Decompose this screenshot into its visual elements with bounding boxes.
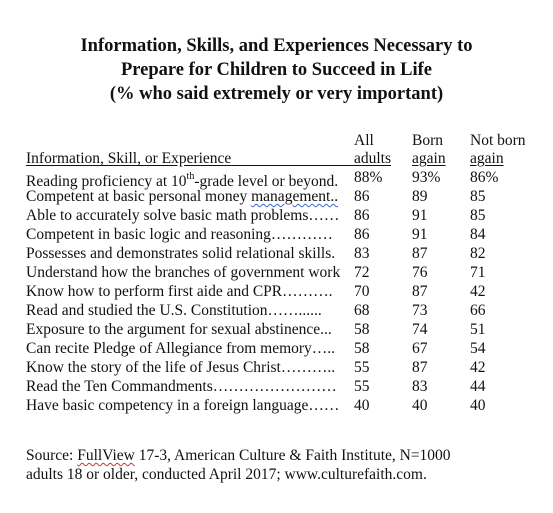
header-not-born-again	[470, 132, 526, 168]
row-all-adults: 86	[354, 207, 370, 224]
row-item: Competent in basic logic and reasoning…………	[26, 226, 333, 243]
row-all-adults: 68	[354, 302, 370, 319]
table-row	[26, 359, 536, 377]
source-note	[26, 446, 451, 484]
row-born-again: 91	[412, 226, 428, 243]
row-not-born-again: 44	[470, 378, 486, 395]
row-not-born-again: 86%	[470, 169, 499, 186]
row-item-text: Reading proficiency at 10	[26, 173, 187, 191]
row-not-born-again: 54	[470, 340, 486, 357]
title-line-2: Prepare for Children to Succeed in Life	[120, 60, 433, 80]
source-line-1-rest: 17-3, American Culture & Faith Institute, N=1000	[134, 447, 451, 464]
row-born-again: 87	[412, 245, 428, 262]
row-all-adults: 86	[354, 188, 370, 205]
row-item-spellcheck-word: management..	[251, 188, 339, 205]
row-born-again: 83	[412, 378, 428, 395]
header-item-label: Information, Skill, or Experience	[26, 150, 232, 167]
table-row	[26, 169, 536, 191]
row-all-adults: 55	[354, 359, 370, 376]
row-not-born-again: 66	[470, 302, 486, 319]
row-not-born-again: 82	[470, 245, 486, 262]
row-item: Know how to perform first aide and CPR……….	[26, 283, 333, 300]
row-item: Have basic competency in a foreign language……	[26, 397, 340, 414]
header-all-adults	[354, 132, 391, 168]
row-item: Exposure to the argument for sexual abstinence...	[26, 321, 332, 338]
title-line-1: Information, Skills, and Experiences Necessary to	[80, 36, 473, 56]
row-all-adults: 86	[354, 226, 370, 243]
row-all-adults: 70	[354, 283, 370, 300]
table-row	[26, 207, 536, 225]
table-row	[26, 302, 536, 320]
row-born-again: 87	[412, 283, 428, 300]
row-item: Possesses and demonstrates solid relational skills.	[26, 245, 336, 262]
row-item: Able to accurately solve basic math problems……	[26, 207, 340, 224]
row-not-born-again: 51	[470, 321, 486, 338]
source-line-1	[26, 446, 451, 465]
header-all-bottom: adults	[354, 150, 392, 167]
table-row	[26, 283, 536, 301]
row-not-born-again: 42	[470, 359, 486, 376]
row-not-born-again: 84	[470, 226, 486, 243]
table-row	[26, 188, 536, 206]
row-not-born-again: 40	[470, 397, 486, 414]
row-born-again: 40	[412, 397, 428, 414]
source-line-2: adults 18 or older, conducted April 2017; www.culturefaith.com.	[26, 466, 427, 483]
row-item-text: Competent at basic personal money	[26, 188, 252, 205]
header-born-again	[412, 132, 446, 168]
row-born-again: 89	[412, 188, 428, 205]
row-all-adults: 72	[354, 264, 370, 281]
row-born-again: 73	[412, 302, 428, 319]
header-born-top: Born	[412, 132, 443, 149]
row-born-again: 91	[412, 207, 428, 224]
row-all-adults: 58	[354, 321, 370, 338]
row-not-born-again: 42	[470, 283, 486, 300]
row-all-adults: 83	[354, 245, 370, 262]
row-born-again: 67	[412, 340, 428, 357]
row-born-again: 74	[412, 321, 428, 338]
header-all-top: All	[354, 132, 374, 149]
header-item	[26, 150, 390, 168]
row-not-born-again: 71	[470, 264, 486, 281]
table-row	[26, 226, 536, 244]
header-born-bottom: again	[412, 150, 446, 167]
title-line-3: (% who said extremely or very important)	[109, 84, 444, 104]
table-row	[26, 321, 536, 339]
row-not-born-again: 85	[470, 207, 486, 224]
row-item	[26, 188, 338, 206]
row-item: Understand how the branches of government work	[26, 264, 341, 281]
header-not-bottom: again	[470, 150, 504, 167]
source-prefix: Source:	[26, 447, 78, 464]
row-item: Read the Ten Commandments……………………	[26, 378, 337, 395]
row-all-adults: 88%	[354, 169, 383, 186]
table-row	[26, 245, 536, 263]
header-not-top: Not born	[470, 132, 526, 149]
row-all-adults: 40	[354, 397, 370, 414]
table-row	[26, 397, 536, 415]
row-all-adults: 58	[354, 340, 370, 357]
row-item: Know the story of the life of Jesus Christ………..	[26, 359, 336, 376]
row-born-again: 93%	[412, 169, 441, 186]
table-title	[0, 34, 553, 106]
row-item-superscript: th	[186, 171, 195, 182]
row-born-again: 87	[412, 359, 428, 376]
table-row	[26, 340, 536, 358]
row-all-adults: 55	[354, 378, 370, 395]
source-fullview-word: FullView	[77, 447, 135, 464]
row-born-again: 76	[412, 264, 428, 281]
table-row	[26, 378, 536, 396]
row-item-text-end: -grade level or beyond.	[194, 173, 339, 191]
row-item: Read and studied the U.S. Constitution……......	[26, 302, 322, 319]
table-row	[26, 264, 536, 282]
row-not-born-again: 85	[470, 188, 486, 205]
row-item: Can recite Pledge of Allegiance from memory…..	[26, 340, 336, 357]
